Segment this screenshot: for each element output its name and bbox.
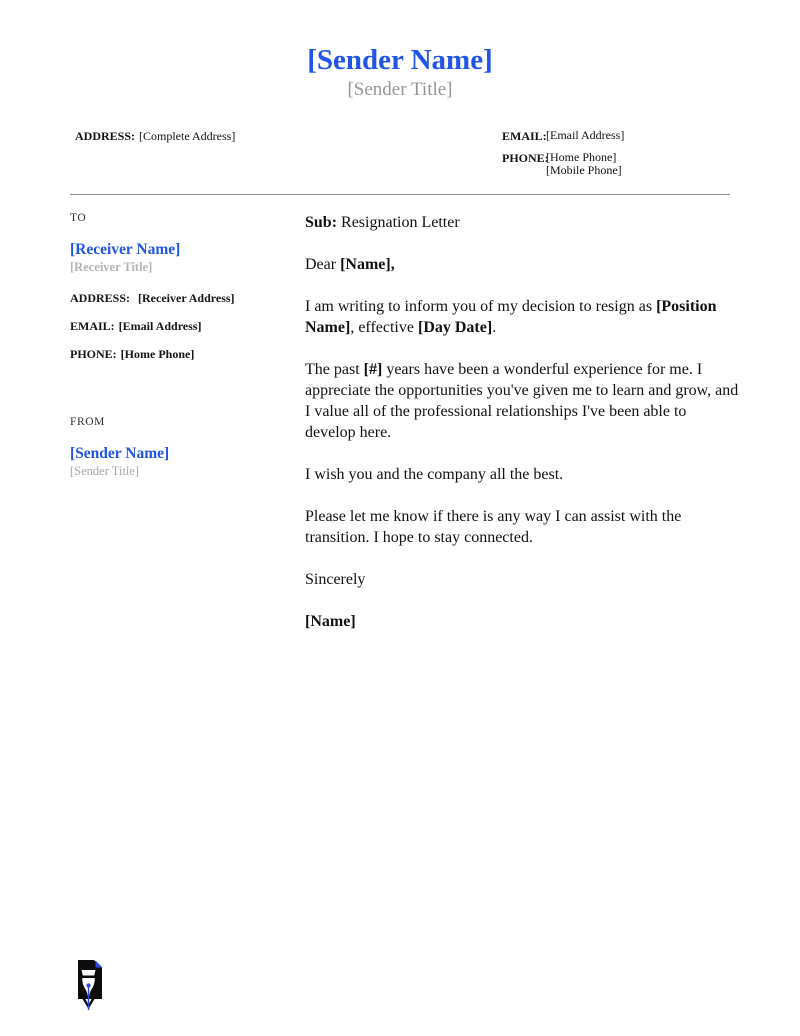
receiver-address-label: ADDRESS: [70, 291, 131, 305]
receiver-title: [Receiver Title] [70, 260, 153, 274]
day-date-placeholder: [Day Date] [417, 319, 493, 336]
p2-text: The past [305, 361, 364, 378]
position-name-placeholder: [Position Name] [305, 298, 717, 336]
receiver-email-line [70, 319, 305, 334]
receiver-phone-line [70, 347, 305, 362]
address-label: ADDRESS: [75, 129, 136, 143]
address-value: [Complete Address] [139, 129, 236, 143]
receiver-name: [Receiver Name] [70, 241, 181, 258]
receiver-address-line [70, 291, 305, 306]
subject-label: Sub: [305, 214, 338, 231]
p1-text: I am writing to inform you of my decision to resign as [305, 298, 657, 315]
phone-values [546, 151, 622, 177]
recipient-sender-column [70, 212, 305, 632]
phone-line [502, 151, 624, 177]
greeting-line [305, 254, 740, 275]
header-divider [70, 194, 730, 195]
letterhead-contact-row [0, 127, 800, 175]
phone-label: PHONE: [502, 151, 549, 165]
subject-line [305, 212, 740, 233]
email-line [502, 129, 624, 144]
paragraph-transition: Please let me know if there is any way I can assist with the transition. I hope to stay connected. [305, 508, 682, 546]
to-heading: TO [70, 212, 87, 224]
receiver-email-label: EMAIL: [70, 319, 115, 333]
mobile-phone-value: [Mobile Phone] [546, 163, 622, 177]
letterhead [0, 0, 800, 101]
pen-nib-document-logo-icon [75, 960, 105, 1014]
greeting-name: [Name], [340, 256, 395, 273]
from-sender-name: [Sender Name] [70, 445, 170, 462]
receiver-email-value: [Email Address] [118, 319, 202, 333]
letter-body-column [305, 212, 740, 632]
sender-name-heading: [Sender Name] [307, 44, 493, 76]
p1-text2: , effective [350, 319, 418, 336]
p1-text3: . [492, 319, 497, 336]
from-sender-title: [Sender Title] [70, 464, 140, 478]
receiver-address-value: [Receiver Address] [138, 291, 235, 305]
from-heading: FROM [70, 416, 105, 428]
p2-text2: years have been a wonderful experience for me. I appreciate the opportunities you've given me to learn and grow, and I value all of the professional relationships I've been able to develop here. [305, 361, 739, 441]
subject-text: Resignation Letter [341, 214, 460, 231]
years-placeholder: [#] [363, 361, 383, 378]
home-phone-value: [Home Phone] [546, 150, 617, 164]
paragraph-experience [305, 359, 740, 443]
email-label: EMAIL: [502, 129, 547, 143]
sender-title-subheading: [Sender Title] [347, 79, 453, 100]
letterhead-address-line [75, 129, 235, 144]
receiver-phone-label: PHONE: [70, 347, 117, 361]
signature-name: [Name] [305, 613, 356, 630]
letterhead-contact-block [502, 129, 624, 177]
receiver-phone-value: [Home Phone] [120, 347, 195, 361]
letter-main [0, 212, 800, 632]
email-value: [Email Address] [546, 128, 625, 142]
closing-line: Sincerely [305, 571, 366, 588]
paragraph-resign-statement [305, 296, 740, 338]
greeting-prefix: Dear [305, 256, 341, 273]
paragraph-best-wishes: I wish you and the company all the best. [305, 466, 564, 483]
